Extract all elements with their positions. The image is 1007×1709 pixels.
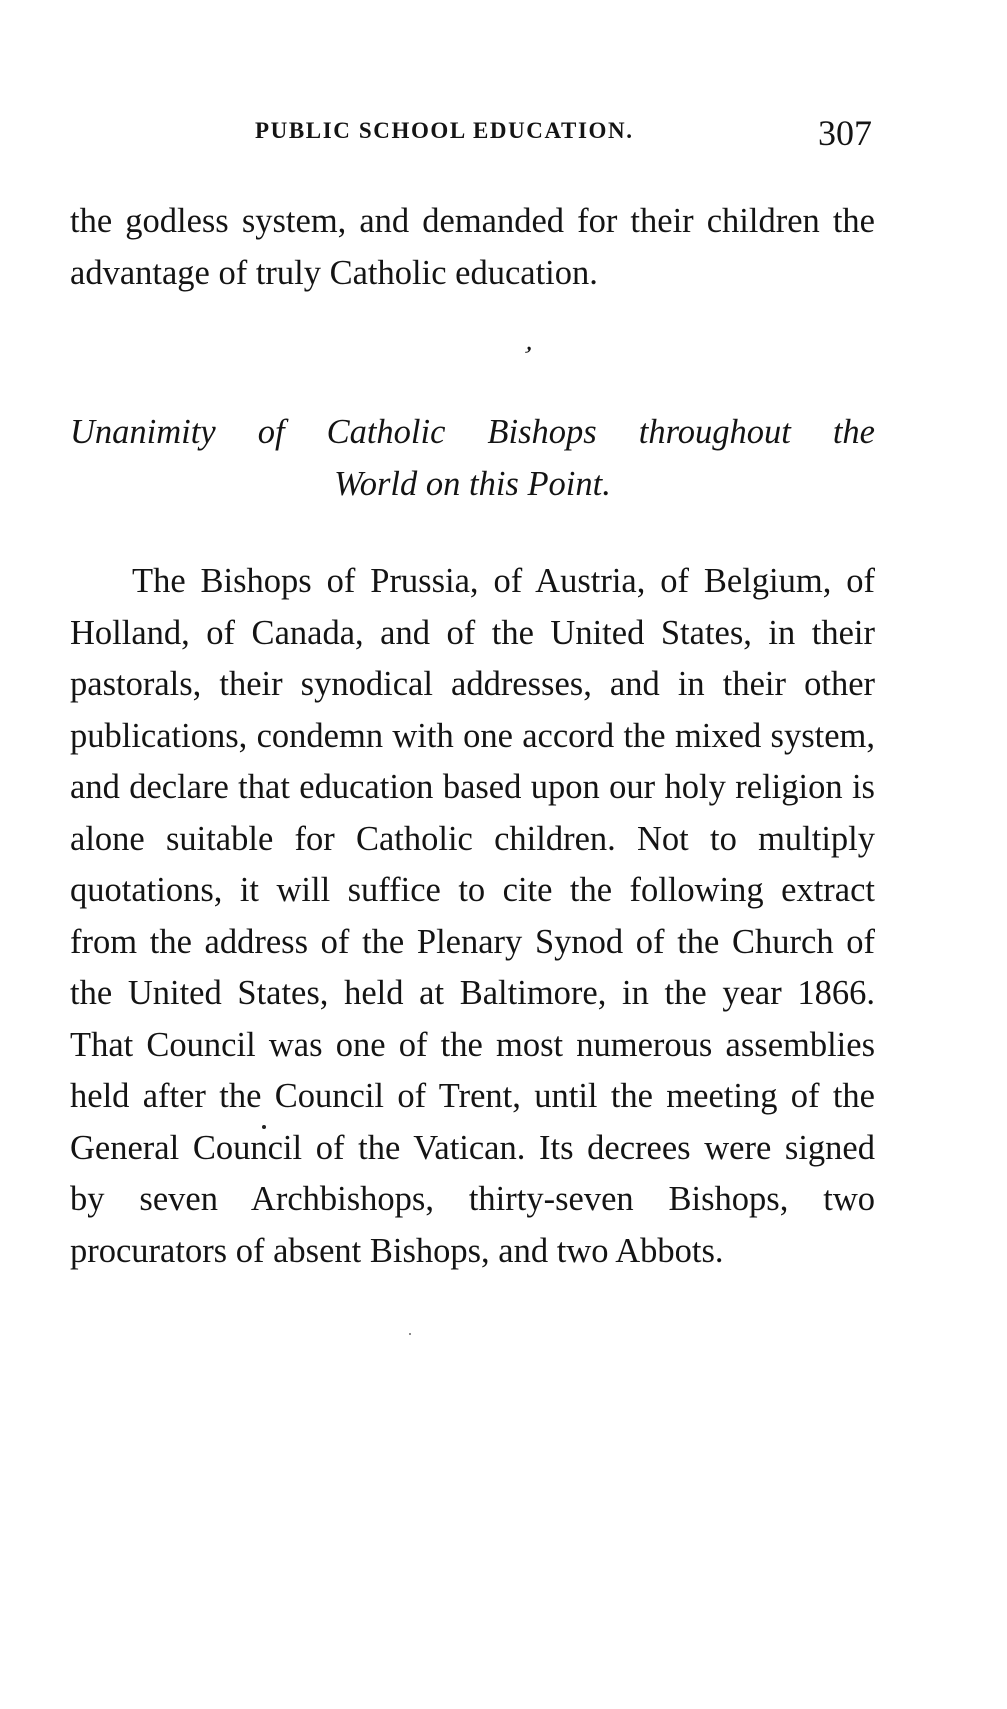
section-heading-line-1: Unanimity of Catholic Bishops throughout the (70, 413, 875, 451)
section-heading-line-2: World on this Point. (334, 465, 611, 503)
section-heading (70, 406, 875, 510)
continuation-paragraph: the godless system, and demanded for their children the advantage of truly Catholic education. (70, 202, 875, 292)
stray-comma-mark: , (523, 325, 541, 358)
running-title: PUBLIC SCHOOL EDUCATION. (255, 118, 634, 143)
stray-dot-mark (409, 1333, 411, 1335)
page-number: 307 (818, 113, 872, 153)
stray-dot-mark (262, 1125, 266, 1129)
running-head (0, 112, 1007, 152)
body-paragraph: The Bishops of Prussia, of Austria, of Belgium, of Holland, of Canada, and of the United States, in their pastorals, their synodical addresses, and in their other publications, condemn with one accord the mixed system, and declare that education based upon our holy religion is alone suitable for Catholic children. Not to multiply quotations, it will suffice to cite the following extract from the address of the Plenary Synod of the Church of the United States, held at Baltimore, in the year 1866. That Council was one of the most numerous assemblies held after the Council of Trent, until the meeting of the General Council of the Vatican. Its decrees were signed by seven Archbishops, thirty-seven Bishops, two procurators of absent Bishops, and two Abbots. (70, 562, 875, 1270)
